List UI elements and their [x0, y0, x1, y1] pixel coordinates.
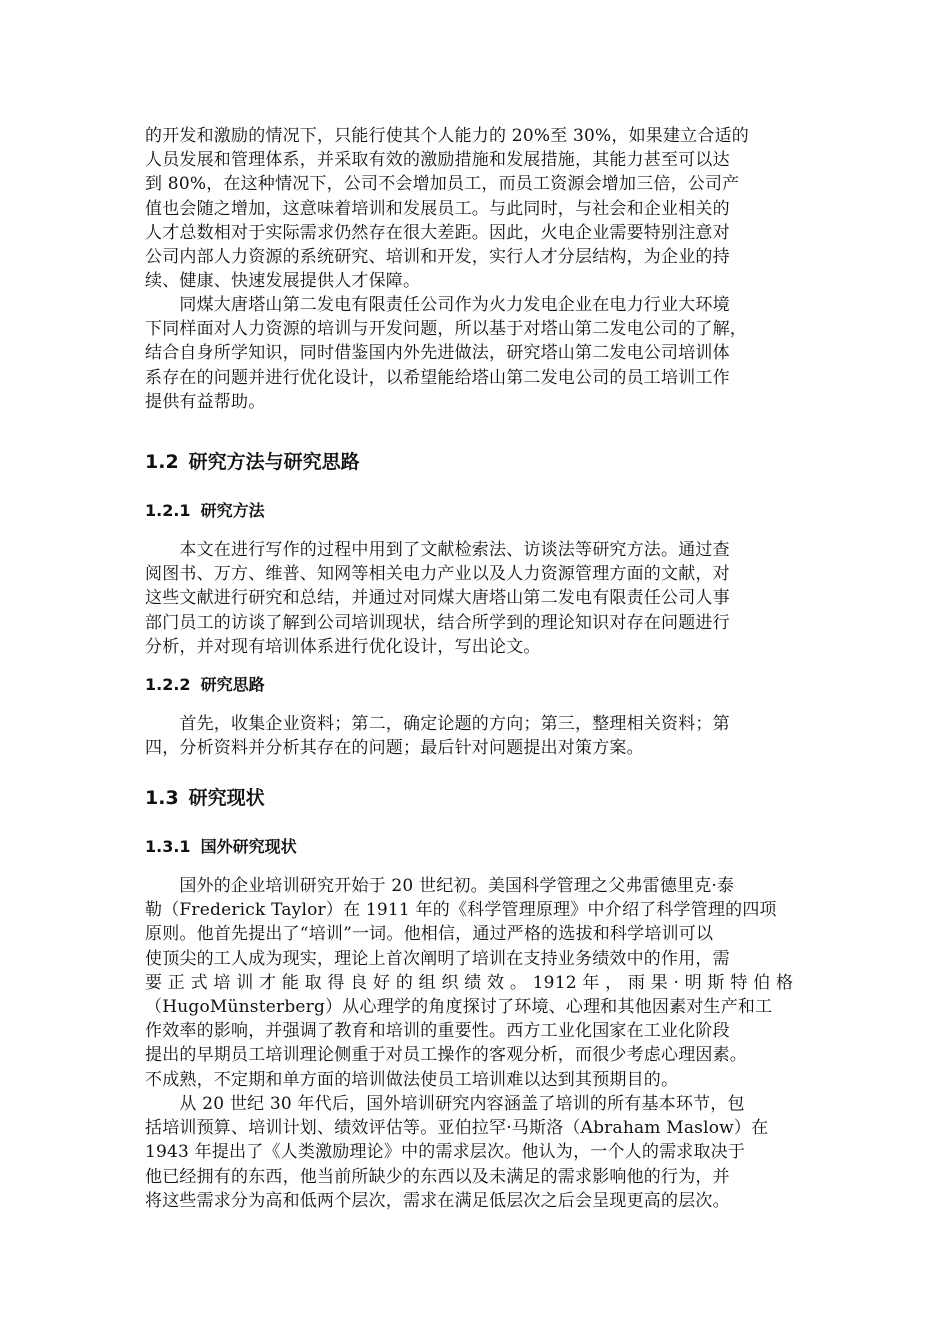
text-line: 的开发和激励的情况下，只能行使其个人能力的 20%至 30%，如果建立合适的: [145, 126, 749, 146]
text-line: 结合自身所学知识，同时借鉴国内外先进做法，研究塔山第二发电公司培训体: [145, 343, 730, 364]
text-line: 这些文献进行研究和总结，并通过对同煤大唐塔山第二发电有限责任公司人事: [145, 588, 730, 609]
text-line: 四，分析资料并分析其存在的问题；最后针对问题提出对策方案。: [145, 738, 644, 759]
text-line: 下同样面对人力资源的培训与开发问题，所以基于对塔山第二发电公司的了解，: [145, 319, 747, 340]
paragraph-1: [145, 124, 805, 293]
section-number: 1.2.1: [145, 501, 191, 520]
section-title: 研究方法: [200, 501, 265, 520]
paragraph-3: [145, 538, 805, 659]
text-line: 到 80%，在这种情况下，公司不会增加员工，而员工资源会增加三倍，公司产: [145, 174, 740, 195]
text-line: 国外的企业培训研究开始于 20 世纪初。美国科学管理之父弗雷德里克·泰: [145, 876, 735, 896]
text-line: 作效率的影响，并强调了教育和培训的重要性。西方工业化国家在工业化阶段: [145, 1021, 730, 1042]
text-line: 首先，收集企业资料；第二，确定论题的方向；第三，整理相关资料；第: [145, 714, 730, 734]
section-title: 研究现状: [188, 787, 265, 809]
text-line: 1943 年提出了《人类激励理论》中的需求层次。他认为，一个人的需求取决于: [145, 1142, 746, 1163]
section-title: 研究思路: [200, 675, 265, 694]
section-heading-1-3-1: [145, 836, 297, 858]
section-heading-1-2-2: [145, 674, 265, 696]
text-line: 要 正 式 培 训 才 能 取 得 良 好 的 组 织 绩 效 。 1912 年 ， 雨 果 · 明 斯 特 伯 格: [145, 972, 794, 993]
text-line: 括培训预算、培训计划、绩效评估等。亚伯拉罕·马斯洛（Abraham Maslow）在: [145, 1118, 769, 1139]
text-line: （HugoMünsterberg）从心理学的角度探讨了环境、心理和其他因素对生产和工: [145, 997, 773, 1018]
text-line: 值也会随之增加，这意味着培训和发展员工。与此同时，与社会和企业相关的: [145, 198, 730, 219]
text-line: 阅图书、万方、维普、知网等相关电力产业以及人力资源管理方面的文献，对: [145, 564, 730, 585]
section-title: 国外研究现状: [200, 837, 297, 856]
text-line: 公司内部人力资源的系统研究、培训和开发，实行人才分层结构，为企业的持: [145, 247, 730, 268]
section-number: 1.2.2: [145, 675, 191, 694]
section-heading-1-2-1: [145, 500, 265, 522]
text-line: 使顶尖的工人成为现实，理论上首次阐明了培训在支持业务绩效中的作用，需: [145, 948, 730, 969]
text-line: 同煤大唐塔山第二发电有限责任公司作为火力发电企业在电力行业大环境: [145, 295, 730, 315]
paragraph-4: [145, 712, 805, 760]
text-line: 人员发展和管理体系，并采取有效的激励措施和发展措施，其能力甚至可以达: [145, 150, 730, 171]
text-line: 提供有益帮助。: [145, 391, 266, 412]
text-line: 原则。他首先提出了“培训”一词。他相信，通过严格的选拔和科学培训可以: [145, 924, 714, 945]
section-number: 1.3.1: [145, 837, 191, 856]
text-line: 本文在进行写作的过程中用到了文献检索法、访谈法等研究方法。通过查: [145, 540, 730, 560]
paragraph-2: [145, 293, 805, 414]
paragraph-6: [145, 1092, 805, 1213]
section-number: 1.2: [145, 451, 179, 473]
text-line: 不成熟，不定期和单方面的培训做法使员工培训难以达到其预期目的。: [145, 1069, 679, 1090]
section-heading-1-2: [145, 450, 360, 474]
text-line: 系存在的问题并进行优化设计，以希望能给塔山第二发电公司的员工培训工作: [145, 367, 730, 388]
section-number: 1.3: [145, 787, 179, 809]
section-heading-1-3: [145, 786, 265, 810]
text-line: 将这些需求分为高和低两个层次，需求在满足低层次之后会呈现更高的层次。: [145, 1190, 730, 1211]
text-line: 部门员工的访谈了解到公司培训现状，结合所学到的理论知识对存在问题进行: [145, 612, 730, 633]
paragraph-5: [145, 874, 805, 1092]
text-line: 提出的早期员工培训理论侧重于对员工操作的客观分析，而很少考虑心理因素。: [145, 1045, 747, 1066]
text-line: 从 20 世纪 30 年代后，国外培训研究内容涵盖了培训的所有基本环节，包: [145, 1094, 745, 1114]
section-title: 研究方法与研究思路: [188, 451, 360, 473]
text-line: 人才总数相对于实际需求仍然存在很大差距。因此，火电企业需要特别注意对: [145, 222, 730, 243]
text-line: 勒（Frederick Taylor）在 1911 年的《科学管理原理》中介绍了科学管理的四项: [145, 900, 777, 921]
text-line: 分析，并对现有培训体系进行优化设计，写出论文。: [145, 636, 541, 657]
text-line: 他已经拥有的东西，他当前所缺少的东西以及未满足的需求影响他的行为，并: [145, 1166, 730, 1187]
text-line: 续、健康、快速发展提供人才保障。: [145, 271, 421, 292]
